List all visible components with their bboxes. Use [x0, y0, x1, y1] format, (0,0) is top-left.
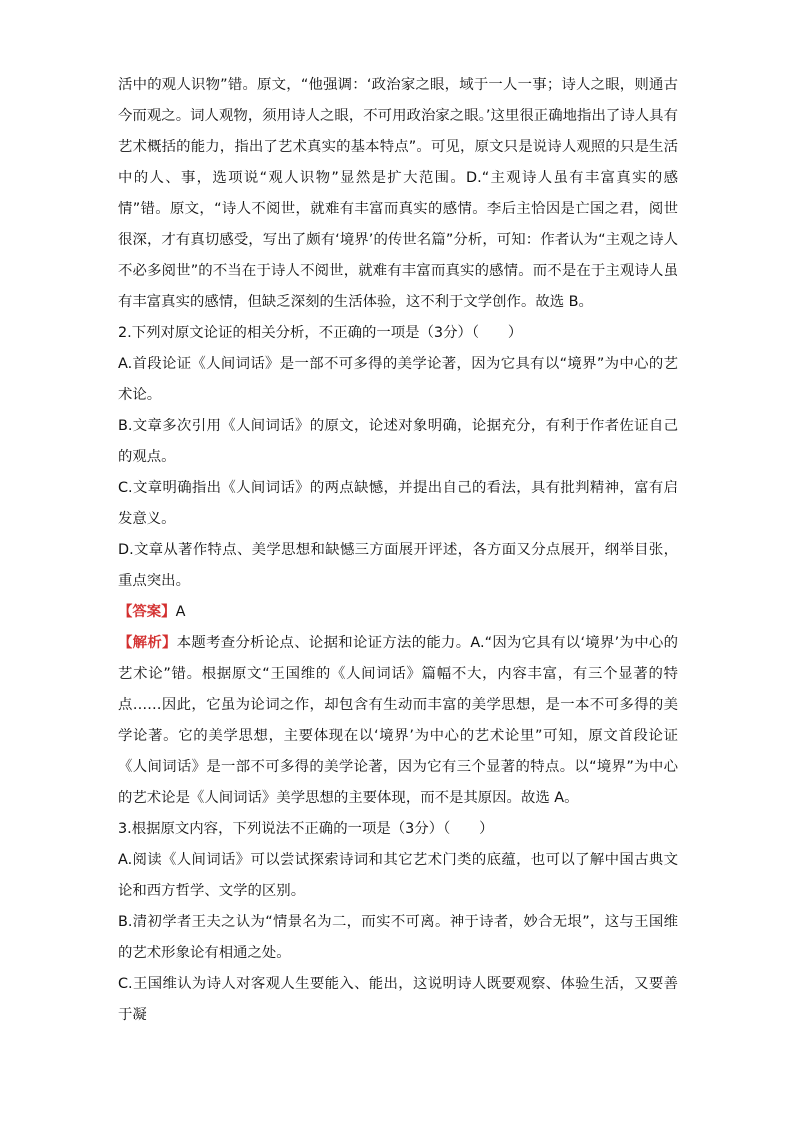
answer-value: A: [175, 604, 186, 620]
question-3-option-b: B.清初学者王夫之认为“情景名为二，而实不可离。神于诗者，妙合无垠”，这与王国维的艺术形象论有相通之处。: [118, 914, 678, 961]
question-2-option-b: B.文章多次引用《人间词话》的原文，论述对象明确，论据充分，有利于作者佐证自己的观点。: [118, 418, 678, 465]
question-2-option-a: A.首段论证《人间词话》是一部不可多得的美学论著，因为它具有以“境界”为中心的艺术论。: [118, 356, 678, 403]
question-3-option-c: C.王国维认为诗人对客观人生要能入、能出，这说明诗人既要观察、体验生活，又要善于凝: [118, 976, 678, 1023]
question-2-option-c: C.文章明确指出《人间词话》的两点缺憾，并提出自己的看法，具有批判精神，富有启发意义。: [118, 480, 678, 527]
question-2-answer: [118, 597, 678, 628]
analysis-continuation-paragraph: 活中的观人识物”错。原文，“他强调：‘政治家之眼，域于一人一事；诗人之眼，则通古今而观之。词人观物，须用诗人之眼，不可用政治家之眼。’这里很正确地指出了诗人具有艺术概括的能力，指出了艺术真实的基本特点”。可见，原文只是说诗人观照的只是生活中的人、事，选项说“观人识物”显然是扩大范围。D.“主观诗人虽有丰富真实的感情”错。原文，“诗人不阅世，就难有丰富而真实的感情。李后主恰因是亡国之君，阅世很深，才有真切感受，写出了颇有‘境界’的传世名篇”分析，可知：作者认为“主观之诗人不必多阅世”的不当在于诗人不阅世，就难有丰富而真实的感情。而不是在于主观诗人虽有丰富真实的感情，但缺乏深刻的生活体验，这不利于文学创作。故选 B。: [118, 77, 678, 310]
analysis-tag: 【解析】: [118, 635, 177, 651]
answer-tag: 【答案】: [118, 604, 176, 620]
question-2-analysis: [118, 628, 678, 814]
question-2-stem: 2.下列对原文论证的相关分析，不正确的一项是（3分）（ ）: [118, 325, 523, 341]
question-2-option-d: D.文章从著作特点、美学思想和缺憾三方面展开评述，各方面又分点展开，纲举目张，重点突出。: [118, 542, 678, 589]
document-body: [118, 70, 678, 1031]
analysis-text: 本题考查分析论点、论据和论证方法的能力。A.“因为它具有以‘境界’为中心的艺术论”错。根据原文“王国维的《人间词话》篇幅不大，内容丰富，有三个显著的特点……因此，它虽为论词之作，却包含有生动而丰富的美学思想，是一本不可多得的美学论著。它的美学思想，主要体现在以‘境界’为中心的艺术论里”可知，原文首段论证《人间词话》是一部不可多得的美学论著，因为它有三个显著的特点。以“境界”为中心的艺术论是《人间词话》美学思想的主要体现，而不是其原因。故选 A。: [118, 635, 678, 806]
question-3-option-a: A.阅读《人间词话》可以尝试探索诗词和其它艺术门类的底蕴，也可以了解中国古典文论和西方哲学、文学的区别。: [118, 852, 678, 899]
question-3-stem: 3.根据原文内容，下列说法不正确的一项是（3分）（ ）: [118, 821, 494, 837]
